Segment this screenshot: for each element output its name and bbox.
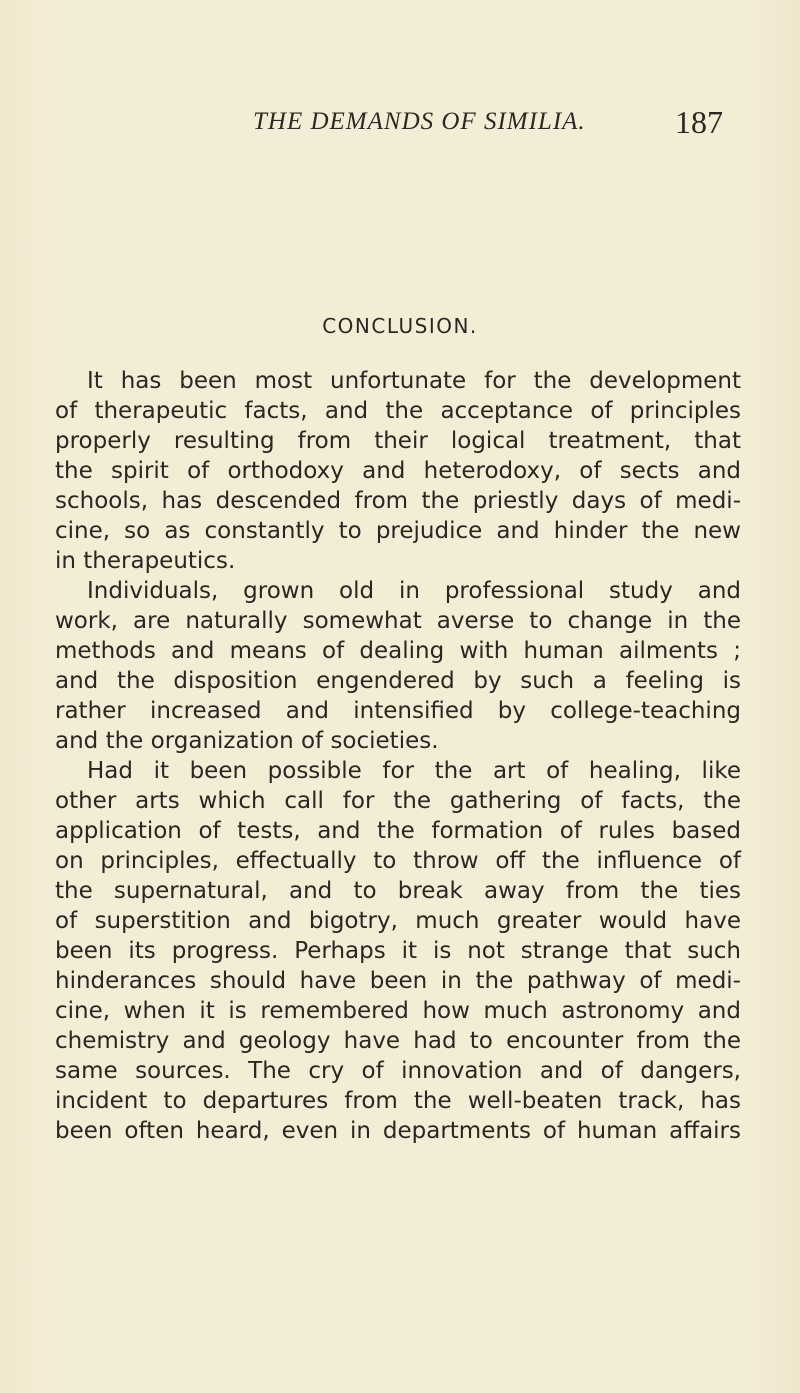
text-line: It has been most unfortunate for the development: [87, 368, 741, 394]
text-line: of therapeutic facts, and the acceptance of principles: [55, 398, 741, 424]
text-line: same sources. The cry of innovation and of dangers,: [55, 1058, 741, 1084]
text-line: the spirit of orthodoxy and heterodoxy, of sects and: [55, 458, 741, 484]
text-line: hinderances should have been in the pathway of medi-: [55, 968, 741, 994]
text-line: chemistry and geology have had to encounter from the: [55, 1028, 741, 1054]
text-line: application of tests, and the formation of rules based: [55, 818, 741, 844]
text-line: on principles, effectually to throw off the influence of: [55, 848, 741, 874]
text-line: Had it been possible for the art of healing, like: [87, 758, 741, 784]
section-title: CONCLUSION.: [322, 314, 478, 338]
text-line: been its progress. Perhaps it is not strange that such: [55, 938, 741, 964]
text-line: and the disposition engendered by such a feeling is: [55, 668, 741, 694]
text-line: schools, has descended from the priestly days of medi-: [55, 488, 741, 514]
text-line: rather increased and intensified by college-teaching: [55, 698, 741, 724]
text-line: cine, when it is remembered how much astronomy and: [55, 998, 741, 1024]
page-number: 187: [675, 104, 723, 140]
text-line: cine, so as constantly to prejudice and hinder the new: [55, 518, 741, 544]
text-line: and the organization of societies.: [55, 728, 439, 754]
text-line: work, are naturally somewhat averse to change in the: [55, 608, 741, 634]
text-line: in therapeutics.: [55, 548, 236, 574]
text-line: methods and means of dealing with human ailments ;: [55, 638, 741, 664]
text-line: incident to departures from the well-beaten track, has: [55, 1088, 741, 1114]
text-line: of superstition and bigotry, much greater would have: [55, 908, 741, 934]
text-line: been often heard, even in departments of human affairs: [55, 1118, 741, 1144]
text-line: the supernatural, and to break away from the ties: [55, 878, 741, 904]
text-line: properly resulting from their logical treatment, that: [55, 428, 741, 454]
text-line: Individuals, grown old in professional study and: [87, 578, 741, 604]
running-head: THE DEMANDS OF SIMILIA.: [253, 108, 586, 135]
text-line: other arts which call for the gathering of facts, the: [55, 788, 741, 814]
